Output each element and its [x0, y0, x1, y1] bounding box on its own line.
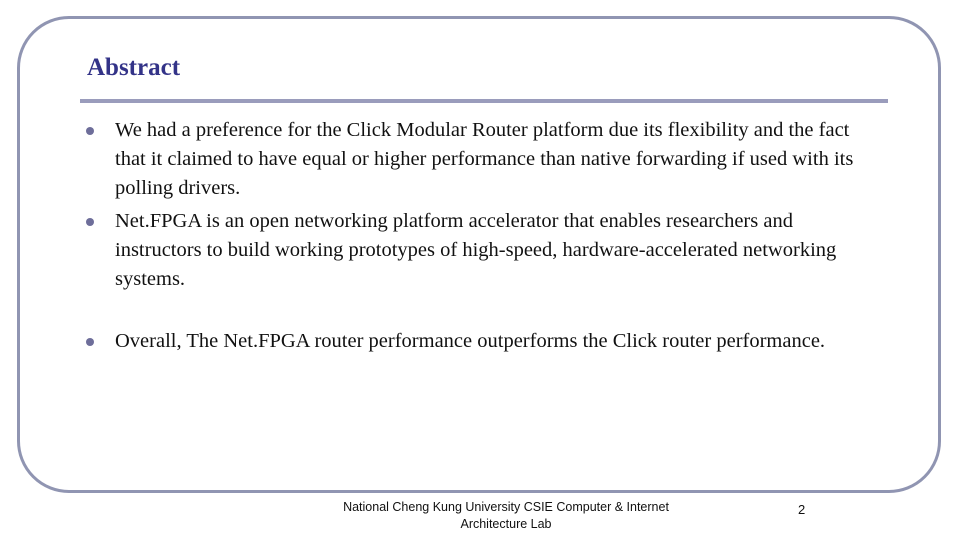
title-divider	[80, 99, 888, 103]
bullet-text: Net.FPGA is an open networking platform accelerator that enables researchers and instructors to build working prototypes of high-speed, hardware-accelerated networking systems.	[115, 210, 837, 290]
footer-text	[300, 499, 712, 533]
slide-title: Abstract	[87, 54, 181, 81]
bullet-text: We had a preference for the Click Modular Router platform due its flexibility and the fact that it claimed to have equal or higher performance than native forwarding if used with its polling drivers.	[115, 119, 854, 199]
bullet-dot-icon	[86, 338, 94, 346]
bullet-text: Overall, The Net.FPGA router performance outperforms the Click router performance.	[115, 330, 826, 352]
bullet-item	[86, 116, 876, 203]
bullet-item	[86, 207, 876, 294]
footer-line-2: Architecture Lab	[460, 517, 552, 531]
page-number: 2	[798, 502, 806, 517]
bullet-item	[86, 327, 876, 356]
footer-line-1: National Cheng Kung University CSIE Computer & Internet	[343, 500, 669, 514]
bullet-dot-icon	[86, 218, 94, 226]
bullet-list	[86, 116, 876, 360]
bullet-dot-icon	[86, 127, 94, 135]
